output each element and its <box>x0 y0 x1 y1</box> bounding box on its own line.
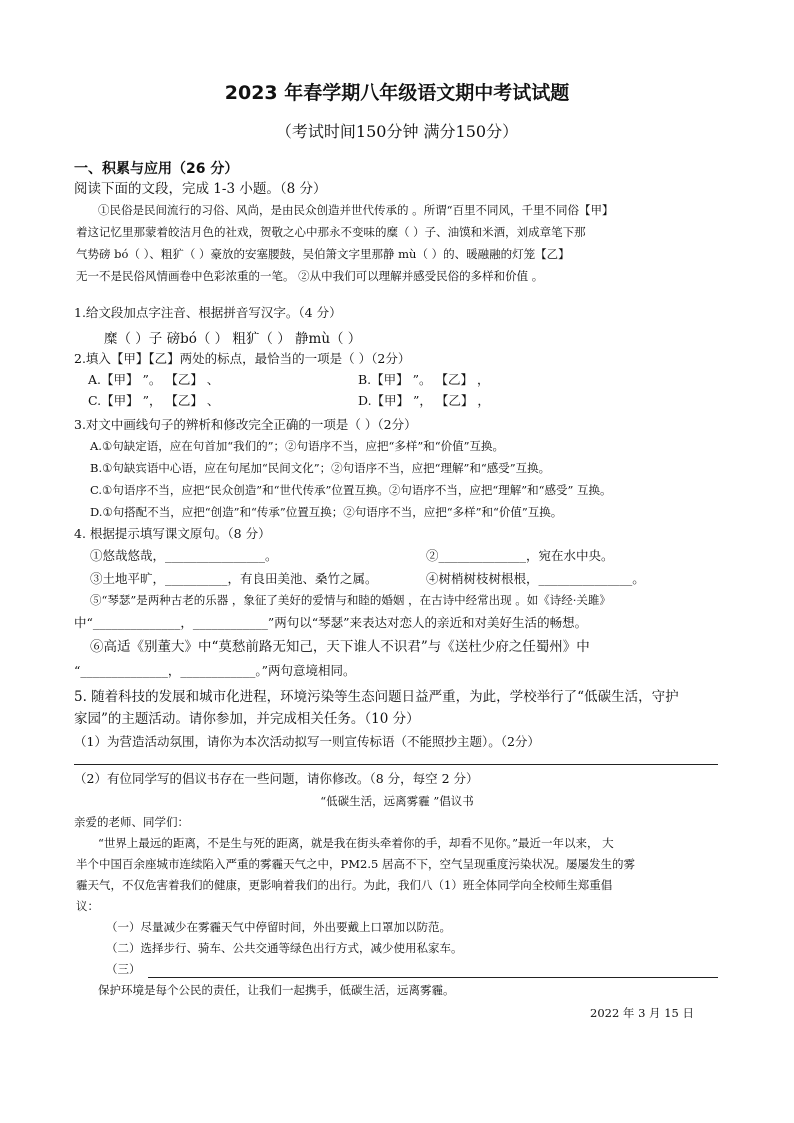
question-1-stem: 1.给文段加点字注音、根据拼音写汉字。（4 分） <box>74 305 342 320</box>
proposal-item-1: （一）尽量减少在雾霾天气中停留时间，外出要戴上口罩加以防范。 <box>106 920 451 934</box>
proposal-body-2: 半个中国百余座城市连续陷入严重的雾霾天气之中，PM2.5 居高不下，空气呈现重度污染状况。屡屡发生的雾 <box>76 857 635 871</box>
question-2-option-a: A.【甲】 ”。 【乙】 、 <box>88 372 220 387</box>
proposal-greeting: 亲爱的老师、同学们： <box>74 815 189 829</box>
question-3-option-c: C.①句语序不当，应把“民众创造”和“世代传承”位置互换。②句语序不当，应把“理解”和“感受” 互换。 <box>90 483 612 497</box>
question-4-line-4: 中“______________，____________”两句以“琴瑟”来表达对恋人的亲近和对美好生活的畅想。 <box>74 615 588 630</box>
section-heading: 一、积累与应用（26 分） <box>74 161 239 177</box>
proposal-item-3-blank <box>148 977 718 978</box>
question-5-stem-2: 家园”的主题活动。请你参加，并完成相关任务。（10 分） <box>74 711 420 727</box>
question-2-option-b: B.【甲】 ”。 【乙】 ， <box>358 372 490 387</box>
question-3-option-d: D.①句搭配不当，应把“创造”和“传承”位置互换；②句语序不当，应把“多样”和“价值”互换。 <box>90 505 563 519</box>
proposal-title: “低碳生活，远离雾霾 ”倡议书 <box>320 794 474 808</box>
answer-line <box>74 764 718 765</box>
question-5-sub-2: （2）有位同学写的倡议书存在一些问题，请你修改。（8 分，每空 2 分） <box>74 771 479 786</box>
proposal-body-1: “世界上最远的距离，不是生与死的距离，就是我在街头牵着你的手，却看不见你。”最近一年以来， 大 <box>98 836 614 850</box>
proposal-body-3: 霾天气，不仅危害着我们的健康，更影响着我们的出行。为此，我们八（1）班全体同学向全校师生郑重倡 <box>76 878 613 892</box>
question-4-stem: 4. 根据提示填写课文原句。（8 分） <box>74 526 271 541</box>
question-3-option-b: B.①句缺宾语中心语，应在句尾加“民间文化”；②句语序不当，应把“理解”和“感受”互换。 <box>90 461 551 475</box>
passage-line-4: 无一不是民俗风情画卷中色彩浓重的一笔。 ②从中我们可以理解并感受民俗的多样和价值 。 <box>76 269 544 283</box>
question-2-option-d: D.【甲】 ”， 【乙】 ， <box>358 393 490 408</box>
passage-line-2: 着这记忆里那蒙着皎洁月色的社戏，贺敬之心中那永不变味的糜（ ）子、油馍和米酒，刘成章笔下那 <box>76 225 586 239</box>
question-2-stem: 2.填入【甲】【乙】两处的标点，最恰当的一项是（ ）（2分） <box>74 351 411 366</box>
proposal-item-2: （二）选择步行、骑车、公共交通等绿色出行方式，减少使用私家车。 <box>106 941 463 955</box>
question-4-line-2a: ③土地平旷，__________，有良田美池、桑竹之属。 <box>90 571 378 586</box>
question-3-option-a: A.①句缺定语，应在句首加“我们的”；②句语序不当，应把“多样”和“价值”互换。 <box>90 439 505 453</box>
question-5-sub-1: （1）为营造活动氛围，请你为本次活动拟写一则宣传标语（不能照抄主题）。（2分） <box>74 734 540 749</box>
question-4-line-6: “______________，____________。”两句意境相同。 <box>74 663 356 678</box>
proposal-closing: 保护环境是每个公民的责任，让我们一起携手，低碳生活，远离雾霾。 <box>98 983 455 997</box>
question-1-blanks: 糜（ ）子 磅bó（ ） 粗犷（ ） 静mù（ ） <box>104 331 362 347</box>
question-4-line-2b: ④树梢树枝树根根，_______________。 <box>426 571 645 586</box>
section-intro: 阅读下面的文段，完成 1-3 小题。（8 分） <box>74 181 327 197</box>
question-5-stem-1: 5. 随着科技的发展和城市化进程，环境污染等生态问题日益严重，为此，学校举行了“低碳生活，守护 <box>74 689 679 705</box>
page-title: 2023 年春学期八年级语文期中考试试题 <box>224 82 570 104</box>
proposal-date: 2022 年 3 月 15 日 <box>590 1006 694 1020</box>
proposal-body-4: 议： <box>76 899 99 913</box>
passage-line-1: ①民俗是民间流行的习俗、风尚，是由民众创造并世代传承的 。所谓“百里不同风，千里不同俗【甲】 <box>98 203 614 217</box>
question-4-line-1b: ②______________，宛在水中央。 <box>426 548 614 563</box>
question-2-option-c: C.【甲】 ”， 【乙】 、 <box>88 393 220 408</box>
proposal-item-3: （三） <box>106 962 141 976</box>
question-3-stem: 3.对文中画线句子的辨析和修改完全正确的一项是（ ）（2分） <box>74 417 417 432</box>
passage-line-3: 气势磅 bó（ ）、粗犷（ ）豪放的安塞腰鼓，吴伯箫文字里那静 mù（ ）的、暖融融的灯笼【乙】 <box>76 247 570 261</box>
question-4-line-5: ⑥高适《别董大》中“莫愁前路无知己，天下谁人不识君”与《送杜少府之任蜀州》中 <box>90 639 590 655</box>
question-4-line-1a: ①悠哉悠哉，________________。 <box>90 548 278 563</box>
question-4-line-3: ⑤“琴瑟”是两种古老的乐器 ，象征了美好的爱情与和睦的婚姻 ，在古诗中经常出现 。如《诗经·关雎》 <box>90 593 611 607</box>
exam-info: （考试时间150分钟 满分150分） <box>275 122 519 141</box>
